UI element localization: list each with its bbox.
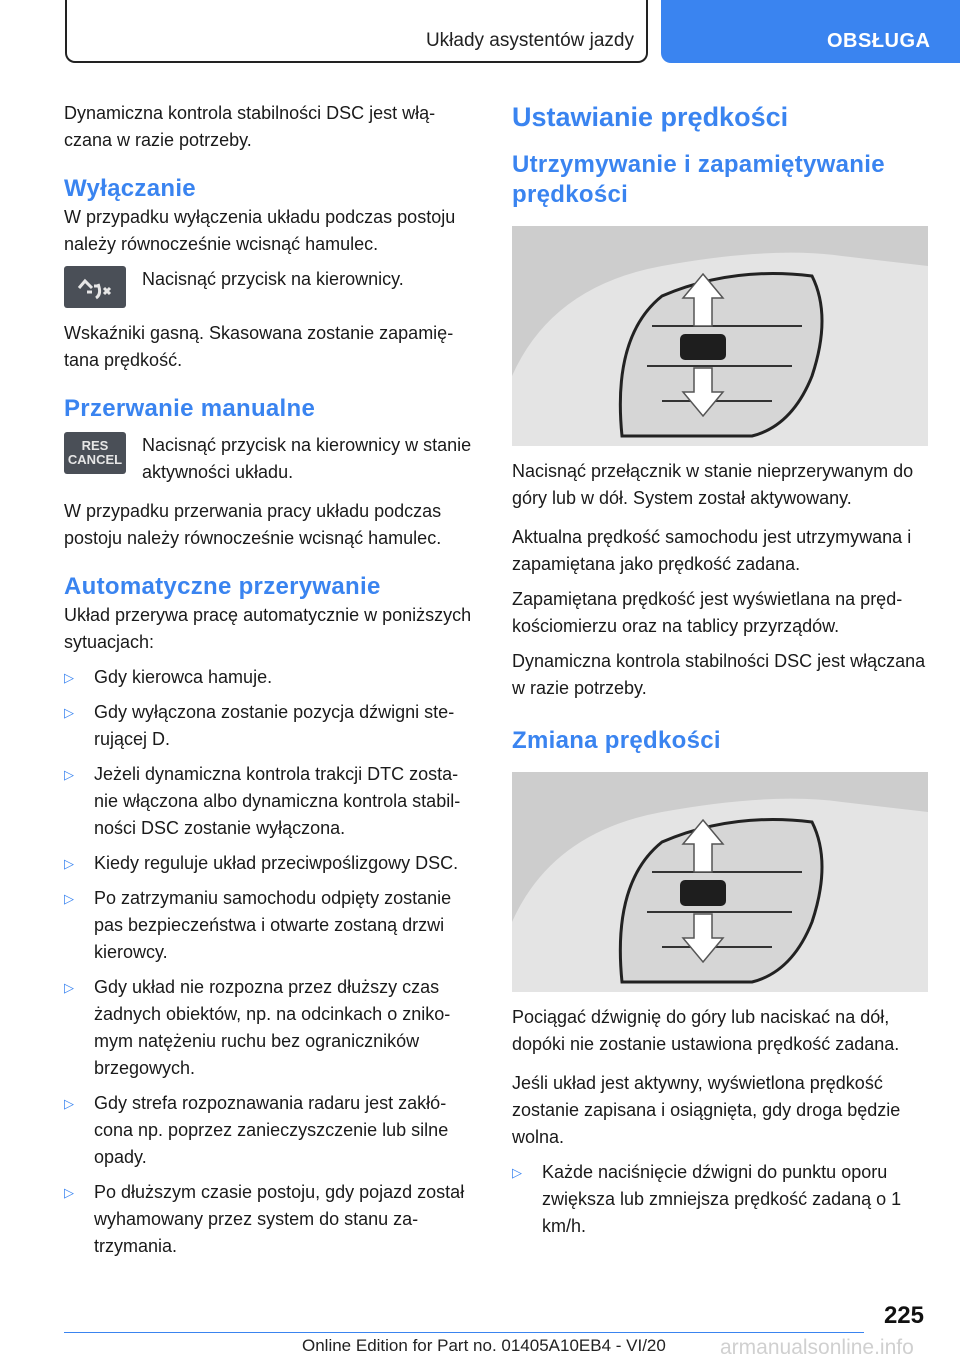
right-column xyxy=(512,100,928,1240)
list-item: ▷ Gdy układ nie rozpozna przez dłuższy czas żadnych obiektów, np. na odcinkach o znikomym natężeniu ruchu bez ograniczników brzegowych. xyxy=(64,974,476,1082)
off-icon-text: Nacisnąć przycisk na kierownicy. xyxy=(142,269,404,289)
auto-intro: Układ przerywa pracę automatycznie w poniższych sytuacjach: xyxy=(64,605,472,652)
section-tab[interactable] xyxy=(661,0,960,63)
off-paragraph: W przypadku wyłączenia układu podczas postoju należy równocześnie wcisnąć hamulec. xyxy=(64,207,456,254)
manual-after-paragraph: W przypadku przerwania pracy układu podczas postoju należy równocześnie wcisnąć hamulec. xyxy=(64,501,442,548)
hold-paragraph-1: Nacisnąć przełącznik w stanie nieprzerywanym do góry lub w dół. System został aktywowany. xyxy=(512,461,914,508)
bullet-triangle-icon: ▷ xyxy=(64,767,74,782)
hold-paragraph-3: Zapamiętana prędkość jest wyświetlana na prędkościomierzu oraz na tablicy przyrządów. xyxy=(512,589,903,636)
edition-text: Online Edition for Part no. 01405A10EB4 - VI/20 xyxy=(302,1336,666,1355)
bullet-triangle-icon: ▷ xyxy=(64,1096,74,1111)
heading-hold: Utrzymywanie i zapamiętywanie prędkości xyxy=(512,151,885,208)
manual-instruction xyxy=(64,432,476,486)
section-label: OBSŁUGA xyxy=(827,30,931,52)
bullet-triangle-icon: ▷ xyxy=(64,980,74,995)
manual-icon-text: Nacisnąć przycisk na kierownicy w stanie aktywności układu. xyxy=(142,435,472,482)
bullet-triangle-icon: ▷ xyxy=(64,891,74,906)
hold-paragraph-4: Dynamiczna kontrola stabilności DSC jest włączana w razie potrzeby. xyxy=(512,651,926,698)
res-cancel-button-icon xyxy=(64,432,126,474)
bullet-triangle-icon: ▷ xyxy=(64,856,74,871)
list-item: ▷ Gdy strefa rozpoznawania radaru jest zakłócona np. poprzez zanieczyszczenie lub silne opady. xyxy=(64,1090,476,1171)
change-paragraph-1: Pociągać dźwignię do góry lub naciskać na dół, dopóki nie zostanie ustawiona prędkość zadana. xyxy=(512,1007,900,1054)
heading-manual: Przerwanie manualne xyxy=(64,395,316,422)
res-label: RES xyxy=(81,438,109,453)
bullet-triangle-icon: ▷ xyxy=(64,1185,74,1200)
list-item: ▷ Gdy kierowca hamuje. xyxy=(64,664,476,691)
footer-divider xyxy=(64,1332,864,1333)
left-column xyxy=(64,100,476,1260)
auto-list xyxy=(64,664,476,1260)
off-instruction xyxy=(64,266,476,308)
cancel-label: CANCEL xyxy=(67,452,123,467)
heading-off: Wyłączanie xyxy=(64,175,196,202)
bullet-triangle-icon: ▷ xyxy=(512,1165,522,1180)
steering-wheel-switch-image xyxy=(512,772,928,992)
cruise-off-button-icon xyxy=(64,266,126,308)
hold-paragraph-2: Aktualna prędkość samochodu jest utrzymywana i zapamiętana jako prędkość zadana. xyxy=(512,527,912,574)
chapter-title: Układy asystentów jazdy xyxy=(425,30,634,51)
change-paragraph-2: Jeśli układ jest aktywny, wyświetlona prędkość zostanie zapisana i osiągnięta, gdy droga będzie wolna. xyxy=(512,1073,901,1147)
list-item: ▷ Po dłuższym czasie postoju, gdy pojazd został wyhamowany przez system do stanu zatrzymania. xyxy=(64,1179,476,1260)
list-item: ▷ Po zatrzymaniu samochodu odpięty zostanie pas bezpieczeństwa i otwarte zostaną drzwi kierowcy. xyxy=(64,885,476,966)
list-item: ▷ Gdy wyłączona zostanie pozycja dźwigni sterującej D. xyxy=(64,699,476,753)
heading-change: Zmiana prędkości xyxy=(512,727,721,754)
list-item: ▷ Jeżeli dynamiczna kontrola trakcji DTC zostanie włączona albo dynamiczna kontrola stabilności DSC zostanie wyłączona. xyxy=(64,761,476,842)
list-item: ▷ Każde naciśnięcie dźwigni do punktu oporu zwiększa lub zmniejsza prędkość zadaną o 1 km/h. xyxy=(512,1159,928,1240)
bullet-triangle-icon: ▷ xyxy=(64,705,74,720)
heading-auto: Automatyczne przerywanie xyxy=(64,573,381,600)
header-title-box xyxy=(65,0,648,63)
page-number: 225 xyxy=(883,1302,924,1329)
list-item: ▷ Kiedy reguluje układ przeciwpoślizgowy DSC. xyxy=(64,850,476,877)
watermark: armanualsonline.info xyxy=(720,1336,914,1359)
steering-wheel-switch-image xyxy=(512,226,928,446)
off-after-paragraph: Wskaźniki gasną. Skasowana zostanie zapamiętana prędkość. xyxy=(64,323,454,370)
intro-paragraph: Dynamiczna kontrola stabilności DSC jest włączana w razie potrzeby. xyxy=(64,103,436,150)
change-list xyxy=(512,1159,928,1240)
main-heading: Ustawianie prędkości xyxy=(512,102,789,132)
bullet-triangle-icon: ▷ xyxy=(64,670,74,685)
